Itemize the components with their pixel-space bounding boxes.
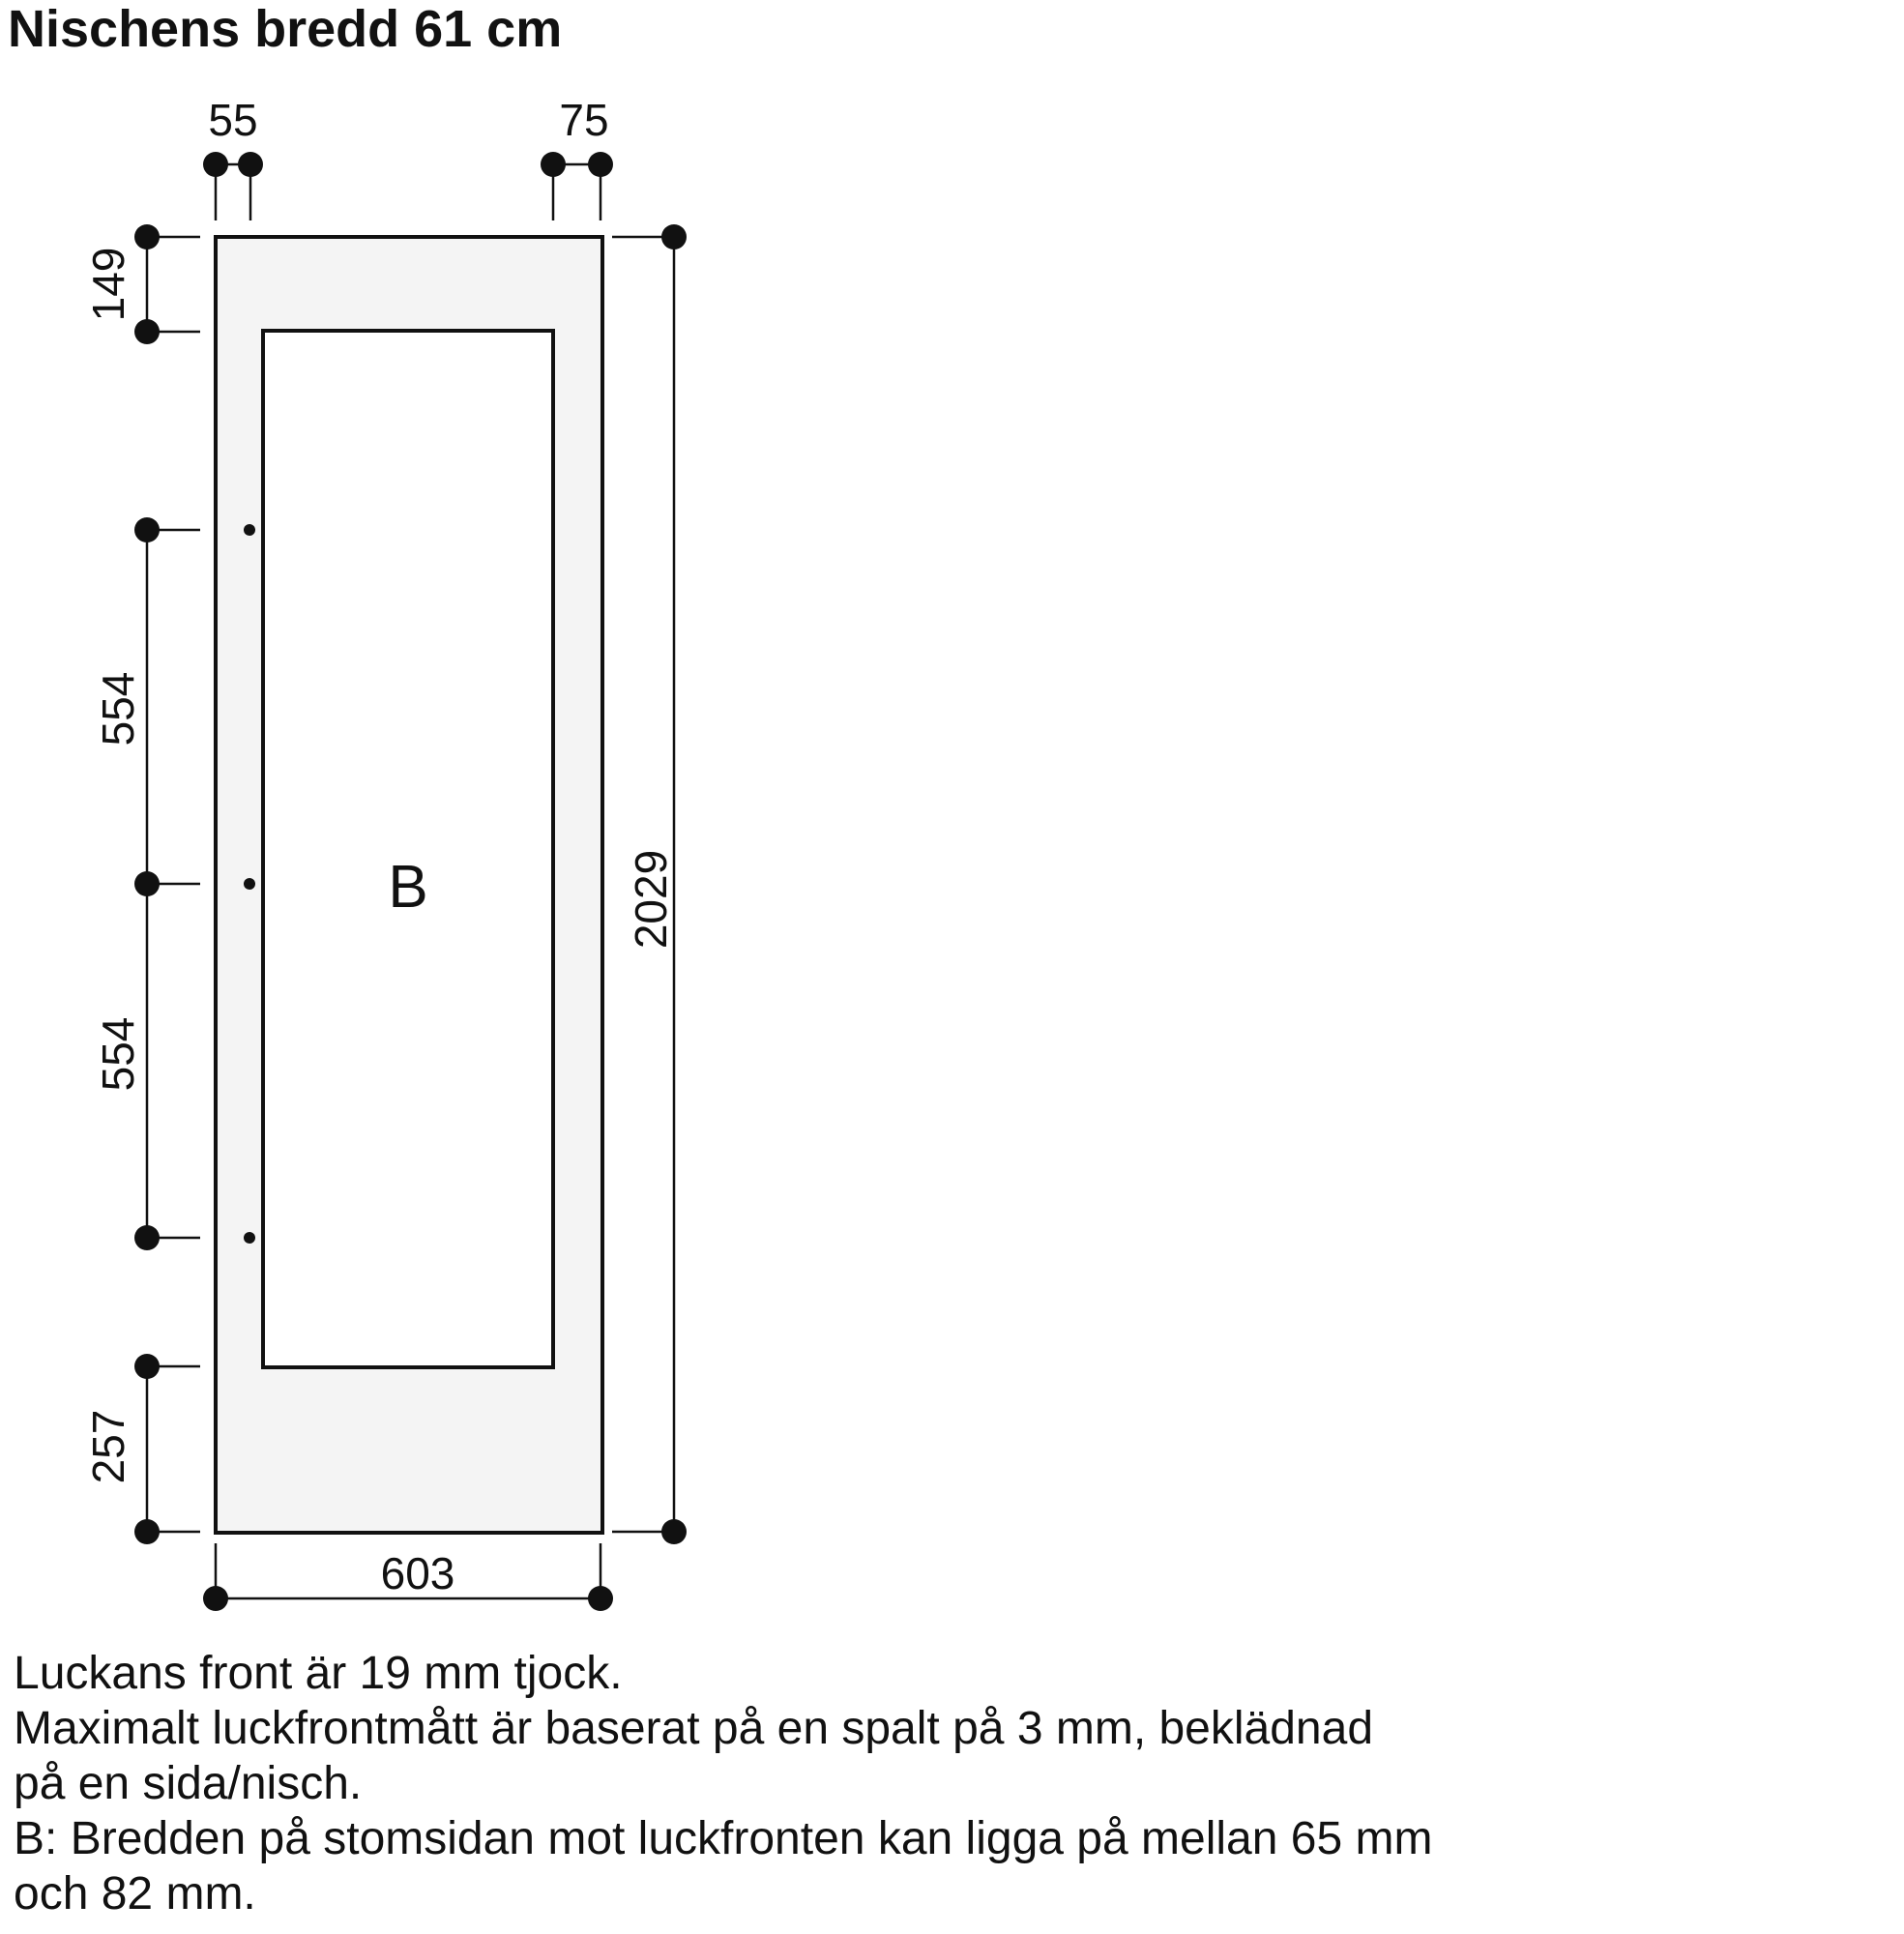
dimension-endpoint [134,1354,160,1379]
dim-label-height: 2029 [626,849,676,950]
dimension-endpoint [588,1586,613,1611]
dimension-endpoint [661,224,687,249]
note-thickness: Luckans front är 19 mm tjock. [14,1648,623,1699]
page-title: Nischens bredd 61 cm [8,0,563,58]
note-max-dimension-line-2: på en sida/nisch. [14,1758,363,1809]
dimension-endpoint [203,1586,228,1611]
dimension-endpoint [134,517,160,542]
note-b-width-line-1: B: Bredden på stomsidan mot luckfronten kan ligga på mellan 65 mm [14,1813,1433,1864]
top-dimension-55 [203,152,263,220]
note-max-dimension-line-1: Maximalt luckfrontmått är baserat på en spalt på 3 mm, beklädnad [14,1703,1374,1754]
dim-label-top-right: 75 [559,95,609,145]
note-b-width-line-2: och 82 mm. [14,1868,256,1919]
hinge-point-bottom [244,1232,255,1244]
dim-label-width: 603 [380,1548,455,1598]
dim-label-left-bottom: 257 [83,1409,133,1484]
dimension-endpoint [134,319,160,344]
dimension-endpoint [134,1519,160,1544]
dimension-endpoint [134,871,160,896]
notes-block [14,1646,1889,1921]
dim-label-top-left: 55 [208,95,258,145]
inner-panel-b [263,331,553,1367]
dim-label-left-lower: 554 [93,1016,143,1092]
dimension-endpoint [203,152,228,177]
dimension-endpoint [134,224,160,249]
dimension-endpoint [661,1519,687,1544]
hinge-point-top [244,524,255,536]
dimension-endpoint [238,152,263,177]
hinge-point-middle [244,878,255,890]
dimension-endpoint [134,1225,160,1250]
dimension-endpoint [541,152,566,177]
panel-label-b: B [388,854,428,921]
top-dimension-75 [541,152,613,220]
door-panel [216,237,602,1533]
dimension-endpoint [588,152,613,177]
dim-label-left-top: 149 [83,247,133,322]
dim-label-left-upper: 554 [93,671,143,747]
left-dimension-chain [134,224,200,1544]
